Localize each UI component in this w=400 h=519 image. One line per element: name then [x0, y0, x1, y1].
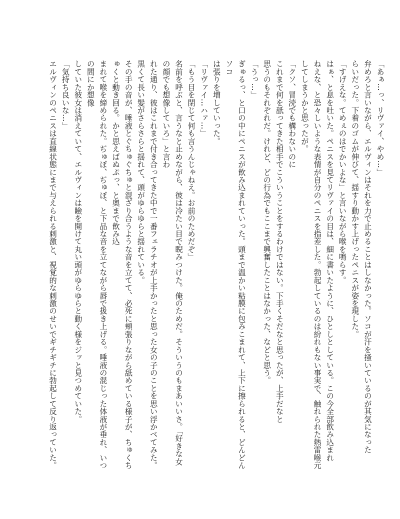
- text-line: 弁めろと言いながら、エルヴィンはそれを力で止めることはしなかった。ソコが汗を掻いているのが其気になった: [363, 60, 373, 454]
- text-line: 「すげえな。てめぇのはでかいよな」と言いながら喉を鳴らす。: [338, 60, 348, 284]
- text-line: これまで何を舐ってきた相手でこういうことをするわけではない。下手くそだなと思ったが、上手だなと: [275, 60, 285, 423]
- text-line: 「うっ…」: [250, 60, 260, 99]
- vertical-text-body: [12, 60, 386, 470]
- text-line: はぁ、と息を吐いた。ペニスを見てリヴァイの目は、細に書いたように、ひとしとしている。この今全部飲み込まれ: [325, 60, 335, 462]
- text-line: 思うのもそれぞれだ。けれど、どの行為でもここまで興奮したことはなかった、などと思う。: [262, 60, 272, 385]
- text-line: 黒くて長い髪がさらさらと揺れて、頭がゆらゆらと揺れている。: [136, 60, 146, 284]
- text-line: してしまうかと思ったが。: [300, 60, 310, 153]
- text-line: していた彼女は消えていて、エルヴィンは瞼を開けて丸い頭がゆらゆらと動く様をジッと見つめていた。: [73, 60, 83, 423]
- text-line: 「クソ、冒涜でも構わないのに: [287, 60, 297, 169]
- text-line: まれて喉を締められた。ぢゅぼ、ぢゅぼ、と下品な音を立てながら唇で扱き上げる。唾液の混じった体液が垂れ、いつの間にか想像: [86, 60, 108, 470]
- text-line: その手の音が、唾液とぐちゅぐちゅと混ざり合うような音を立てて、必死に頬張りながら舐めている様子が、ちゅくちゅくと動き回る。かと思えばぬぷっ、と奥まで飲み込: [111, 60, 134, 470]
- text-line: 「もう目を閉じて何も言うんじゃねえ。お前のためだぞ」: [187, 60, 197, 261]
- text-line: 「あぁ…っ、リヴァイ、やめ…」: [376, 60, 385, 176]
- text-line: は張りを増していった。: [212, 60, 222, 145]
- text-line: ねえな、と恐々しいような表情が自分のペニスを指差した。勃起しているのは紛れもない事実で、触れられた熱雷喉元: [313, 60, 323, 470]
- text-line: れた通り、彼はこれまで付き合ってきた中で一番フェラチオが上手かったと思った女の子のことを思い浮かべてみた。: [149, 60, 159, 470]
- text-line: ぎゅるっ、と口の中にペニスが飲み込まれていった。頭まで温かい粘膜に包みこまれて、上下に擦られると、どんどんソコ: [224, 60, 247, 470]
- text-line: らいだった。下着のゴムが伸びて、揺すり動かす上げったペニスが姿を現した。: [350, 60, 360, 338]
- text-line: 名前を呼ぶと、言うなと止めながら、彼は冷たい目で睨みつけた。俺のためだ。そういうのもまあいいさ。「好きな女の顔でも想像していろ」と言わ: [161, 60, 184, 466]
- text-line: エルヴィンのペニスは直線状態にまで与えられる刺激と、視覚的な刺激のせいでギチギチに勃起して反り返っていた。: [48, 60, 58, 470]
- text-line: 「気持ち良いな…」: [61, 60, 71, 130]
- text-line: 「リヴァイ…ハァ…」: [199, 60, 209, 138]
